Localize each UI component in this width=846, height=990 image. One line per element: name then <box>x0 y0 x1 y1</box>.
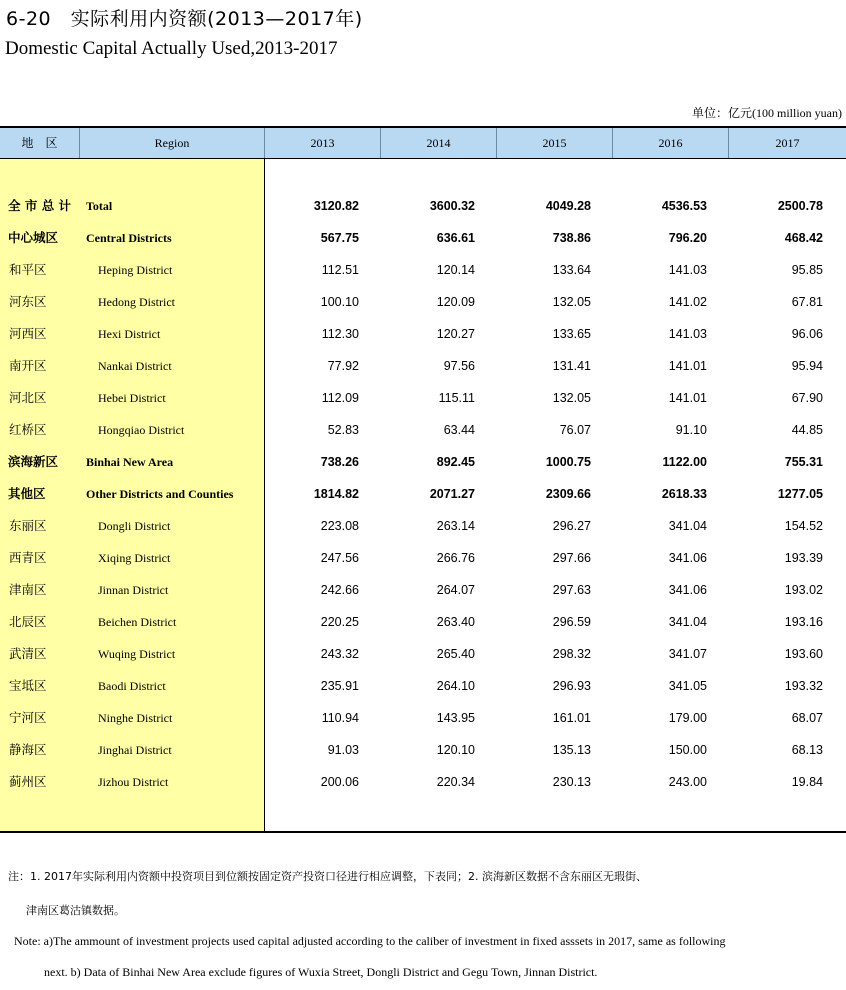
table-row <box>0 318 846 350</box>
region-name-en: Dongli District <box>98 519 171 533</box>
value-cell-2017: 96.06 <box>791 327 823 341</box>
value-cell-2014: 143.95 <box>436 711 475 725</box>
region-name-cn: 其他区 <box>8 486 46 501</box>
table-row <box>0 222 846 254</box>
value-cell-2016: 341.07 <box>668 647 707 661</box>
table-row <box>0 766 846 798</box>
value-cell-2017: 44.85 <box>791 423 823 437</box>
table-row <box>0 286 846 318</box>
value-cell-2017: 755.31 <box>784 455 823 469</box>
value-cell-2014: 892.45 <box>436 455 475 469</box>
region-name-en: Beichen District <box>98 615 177 629</box>
value-cell-2017: 154.52 <box>784 519 823 533</box>
table-row <box>0 414 846 446</box>
value-cell-2015: 1000.75 <box>545 455 591 469</box>
region-name-cn: 河西区 <box>9 326 47 341</box>
region-name-en: Wuqing District <box>98 647 176 661</box>
value-cell-2014: 115.11 <box>438 391 475 405</box>
value-cell-2013: 77.92 <box>327 359 359 373</box>
region-name-cn: 红桥区 <box>9 422 47 437</box>
value-cell-2017: 1277.05 <box>777 487 823 501</box>
value-cell-2015: 161.01 <box>552 711 591 725</box>
region-name-en: Hedong District <box>98 295 175 309</box>
note-en-line-2: next. b) Data of Binhai New Area exclude figures of Wuxia Street, Dongli District and Gegu Town, Jinnan District. <box>44 965 598 979</box>
value-cell-2013: 1814.82 <box>313 487 359 501</box>
value-cell-2017: 19.84 <box>791 775 823 789</box>
value-cell-2013: 112.51 <box>321 263 359 277</box>
value-cell-2015: 296.59 <box>552 615 591 629</box>
header-year-2017: 2017 <box>775 136 800 150</box>
value-cell-2017: 68.07 <box>791 711 823 725</box>
table-row <box>0 542 846 574</box>
value-cell-2015: 297.63 <box>552 583 591 597</box>
value-cell-2014: 63.44 <box>443 423 475 437</box>
value-cell-2016: 150.00 <box>668 743 707 757</box>
page-title-en: Domestic Capital Actually Used,2013-2017 <box>5 38 338 59</box>
table-body <box>0 159 846 833</box>
value-cell-2016: 141.01 <box>668 359 707 373</box>
value-cell-2016: 243.00 <box>668 775 707 789</box>
table-header <box>0 126 846 159</box>
value-cell-2017: 193.60 <box>784 647 823 661</box>
table-row <box>0 350 846 382</box>
value-cell-2013: 223.08 <box>320 519 359 533</box>
value-cell-2016: 141.01 <box>668 391 707 405</box>
value-cell-2016: 91.10 <box>675 423 707 437</box>
table-row <box>0 190 846 222</box>
value-cell-2017: 67.81 <box>791 295 823 309</box>
value-cell-2015: 76.07 <box>559 423 591 437</box>
value-cell-2016: 341.04 <box>668 519 707 533</box>
value-cell-2016: 341.05 <box>668 679 707 693</box>
table-row <box>0 734 846 766</box>
region-name-en: Total <box>86 199 113 213</box>
region-name-cn: 河东区 <box>9 294 47 309</box>
value-cell-2014: 636.61 <box>436 231 475 245</box>
table-row <box>0 606 846 638</box>
table-row <box>0 382 846 414</box>
value-cell-2016: 141.03 <box>668 327 707 341</box>
page-title-cn: 6-20 实际利用内资额(2013—2017年) <box>6 8 363 30</box>
value-cell-2013: 52.83 <box>327 423 359 437</box>
header-year-2015: 2015 <box>497 128 613 158</box>
value-cell-2013: 91.03 <box>327 743 359 757</box>
header-region-en: Region <box>80 128 265 158</box>
region-name-cn: 全 市 总 计 <box>8 198 72 213</box>
region-name-en: Hexi District <box>98 327 161 341</box>
value-cell-2014: 120.14 <box>436 263 475 277</box>
table-row <box>0 254 846 286</box>
value-cell-2013: 567.75 <box>320 231 359 245</box>
region-name-en: Jizhou District <box>98 775 169 789</box>
value-cell-2014: 120.09 <box>436 295 475 309</box>
region-name-cn: 北辰区 <box>9 614 47 629</box>
value-cell-2017: 95.85 <box>791 263 823 277</box>
value-cell-2014: 263.14 <box>436 519 475 533</box>
value-cell-2013: 235.91 <box>320 679 359 693</box>
region-name-cn: 中心城区 <box>8 230 59 245</box>
value-cell-2017: 193.16 <box>784 615 823 629</box>
value-cell-2017: 2500.78 <box>777 199 823 213</box>
value-cell-2014: 264.10 <box>436 679 475 693</box>
value-cell-2017: 95.94 <box>791 359 823 373</box>
region-name-en: Jinnan District <box>98 583 169 597</box>
value-cell-2014: 120.27 <box>436 327 475 341</box>
value-cell-2015: 297.66 <box>552 551 591 565</box>
region-name-cn: 滨海新区 <box>8 454 59 469</box>
value-cell-2016: 179.00 <box>668 711 707 725</box>
region-name-cn: 津南区 <box>9 582 47 597</box>
region-name-en: Nankai District <box>98 359 172 373</box>
value-cell-2015: 296.93 <box>552 679 591 693</box>
value-cell-2013: 247.56 <box>320 551 359 565</box>
value-cell-2016: 1122.00 <box>662 455 707 469</box>
region-name-cn: 宝坻区 <box>9 678 47 693</box>
table-row <box>0 478 846 510</box>
region-name-cn: 蓟州区 <box>9 774 47 789</box>
value-cell-2016: 141.02 <box>668 295 707 309</box>
note-cn-line-1: 注：1. 2017年实际利用内资额中投资项目到位额按固定资产投资口径进行相应调整，下表同；2. 滨海新区数据不含东丽区无瑕街、 <box>8 870 647 883</box>
value-cell-2014: 265.40 <box>436 647 475 661</box>
value-cell-2016: 341.06 <box>668 583 707 597</box>
header-region-cn: 地 区 <box>0 128 80 158</box>
region-name-en: Other Districts and Counties <box>86 487 234 501</box>
region-name-en: Central Districts <box>86 231 172 245</box>
region-name-en: Baodi District <box>98 679 166 693</box>
value-cell-2015: 133.64 <box>552 263 591 277</box>
region-name-cn: 静海区 <box>9 742 47 757</box>
region-name-cn: 东丽区 <box>9 518 47 533</box>
value-cell-2015: 131.41 <box>552 359 591 373</box>
table-row <box>0 510 846 542</box>
value-cell-2013: 112.09 <box>321 391 359 405</box>
value-cell-2015: 135.13 <box>552 743 591 757</box>
value-cell-2016: 796.20 <box>668 231 707 245</box>
value-cell-2015: 230.13 <box>552 775 591 789</box>
value-cell-2016: 141.03 <box>668 263 707 277</box>
value-cell-2014: 266.76 <box>436 551 475 565</box>
value-cell-2015: 4049.28 <box>545 199 591 213</box>
value-cell-2013: 243.32 <box>320 647 359 661</box>
value-cell-2014: 264.07 <box>436 583 475 597</box>
value-cell-2017: 193.39 <box>784 551 823 565</box>
region-name-cn: 宁河区 <box>9 710 47 725</box>
region-name-en: Jinghai District <box>98 743 172 757</box>
value-cell-2015: 132.05 <box>552 295 591 309</box>
region-name-en: Ninghe District <box>98 711 173 725</box>
table-row <box>0 670 846 702</box>
value-cell-2014: 2071.27 <box>429 487 475 501</box>
value-cell-2016: 341.06 <box>668 551 707 565</box>
value-cell-2013: 100.10 <box>320 295 359 309</box>
value-cell-2015: 738.86 <box>552 231 591 245</box>
value-cell-2016: 341.04 <box>668 615 707 629</box>
header-year-2016: 2016 <box>613 128 729 158</box>
region-name-cn: 和平区 <box>9 262 47 277</box>
value-cell-2014: 97.56 <box>443 359 475 373</box>
region-name-cn: 武清区 <box>9 646 47 661</box>
region-name-en: Hebei District <box>98 391 166 405</box>
value-cell-2015: 298.32 <box>552 647 591 661</box>
header-year-2014: 2014 <box>381 128 497 158</box>
region-name-cn: 西青区 <box>9 550 47 565</box>
note-cn-line-2: 津南区葛沽镇数据。 <box>26 904 125 917</box>
note-en-line-1: Note: a)The ammount of investment projects used capital adjusted according to the caliber of investment in fixed asssets in 2017, same as following <box>14 934 726 948</box>
value-cell-2013: 738.26 <box>320 455 359 469</box>
table-row <box>0 702 846 734</box>
value-cell-2014: 220.34 <box>436 775 475 789</box>
table-row <box>0 638 846 670</box>
data-table <box>0 126 846 833</box>
value-cell-2017: 468.42 <box>784 231 823 245</box>
value-cell-2015: 132.05 <box>552 391 591 405</box>
value-cell-2017: 67.90 <box>791 391 823 405</box>
value-cell-2015: 2309.66 <box>545 487 591 501</box>
value-cell-2013: 220.25 <box>320 615 359 629</box>
value-cell-2017: 193.32 <box>784 679 823 693</box>
value-cell-2013: 200.06 <box>320 775 359 789</box>
region-name-en: Heping District <box>98 263 173 277</box>
table-row <box>0 446 846 478</box>
value-cell-2014: 3600.32 <box>429 199 475 213</box>
value-cell-2015: 133.65 <box>552 327 591 341</box>
table-row <box>0 574 846 606</box>
value-cell-2016: 2618.33 <box>661 487 707 501</box>
value-cell-2013: 3120.82 <box>313 199 359 213</box>
unit-label: 单位：亿元(100 million yuan) <box>692 106 842 120</box>
value-cell-2017: 193.02 <box>784 583 823 597</box>
region-name-en: Hongqiao District <box>98 423 185 437</box>
region-name-cn: 南开区 <box>9 358 47 373</box>
value-cell-2017: 68.13 <box>791 743 823 757</box>
value-cell-2014: 263.40 <box>436 615 475 629</box>
value-cell-2013: 110.94 <box>321 711 359 725</box>
value-cell-2013: 242.66 <box>320 583 359 597</box>
header-year-2013: 2013 <box>265 128 381 158</box>
region-name-cn: 河北区 <box>9 390 47 405</box>
value-cell-2016: 4536.53 <box>661 199 707 213</box>
region-name-en: Binhai New Area <box>86 455 174 469</box>
region-name-en: Xiqing District <box>98 551 171 565</box>
value-cell-2014: 120.10 <box>436 743 475 757</box>
value-cell-2013: 112.30 <box>321 327 359 341</box>
value-cell-2015: 296.27 <box>552 519 591 533</box>
